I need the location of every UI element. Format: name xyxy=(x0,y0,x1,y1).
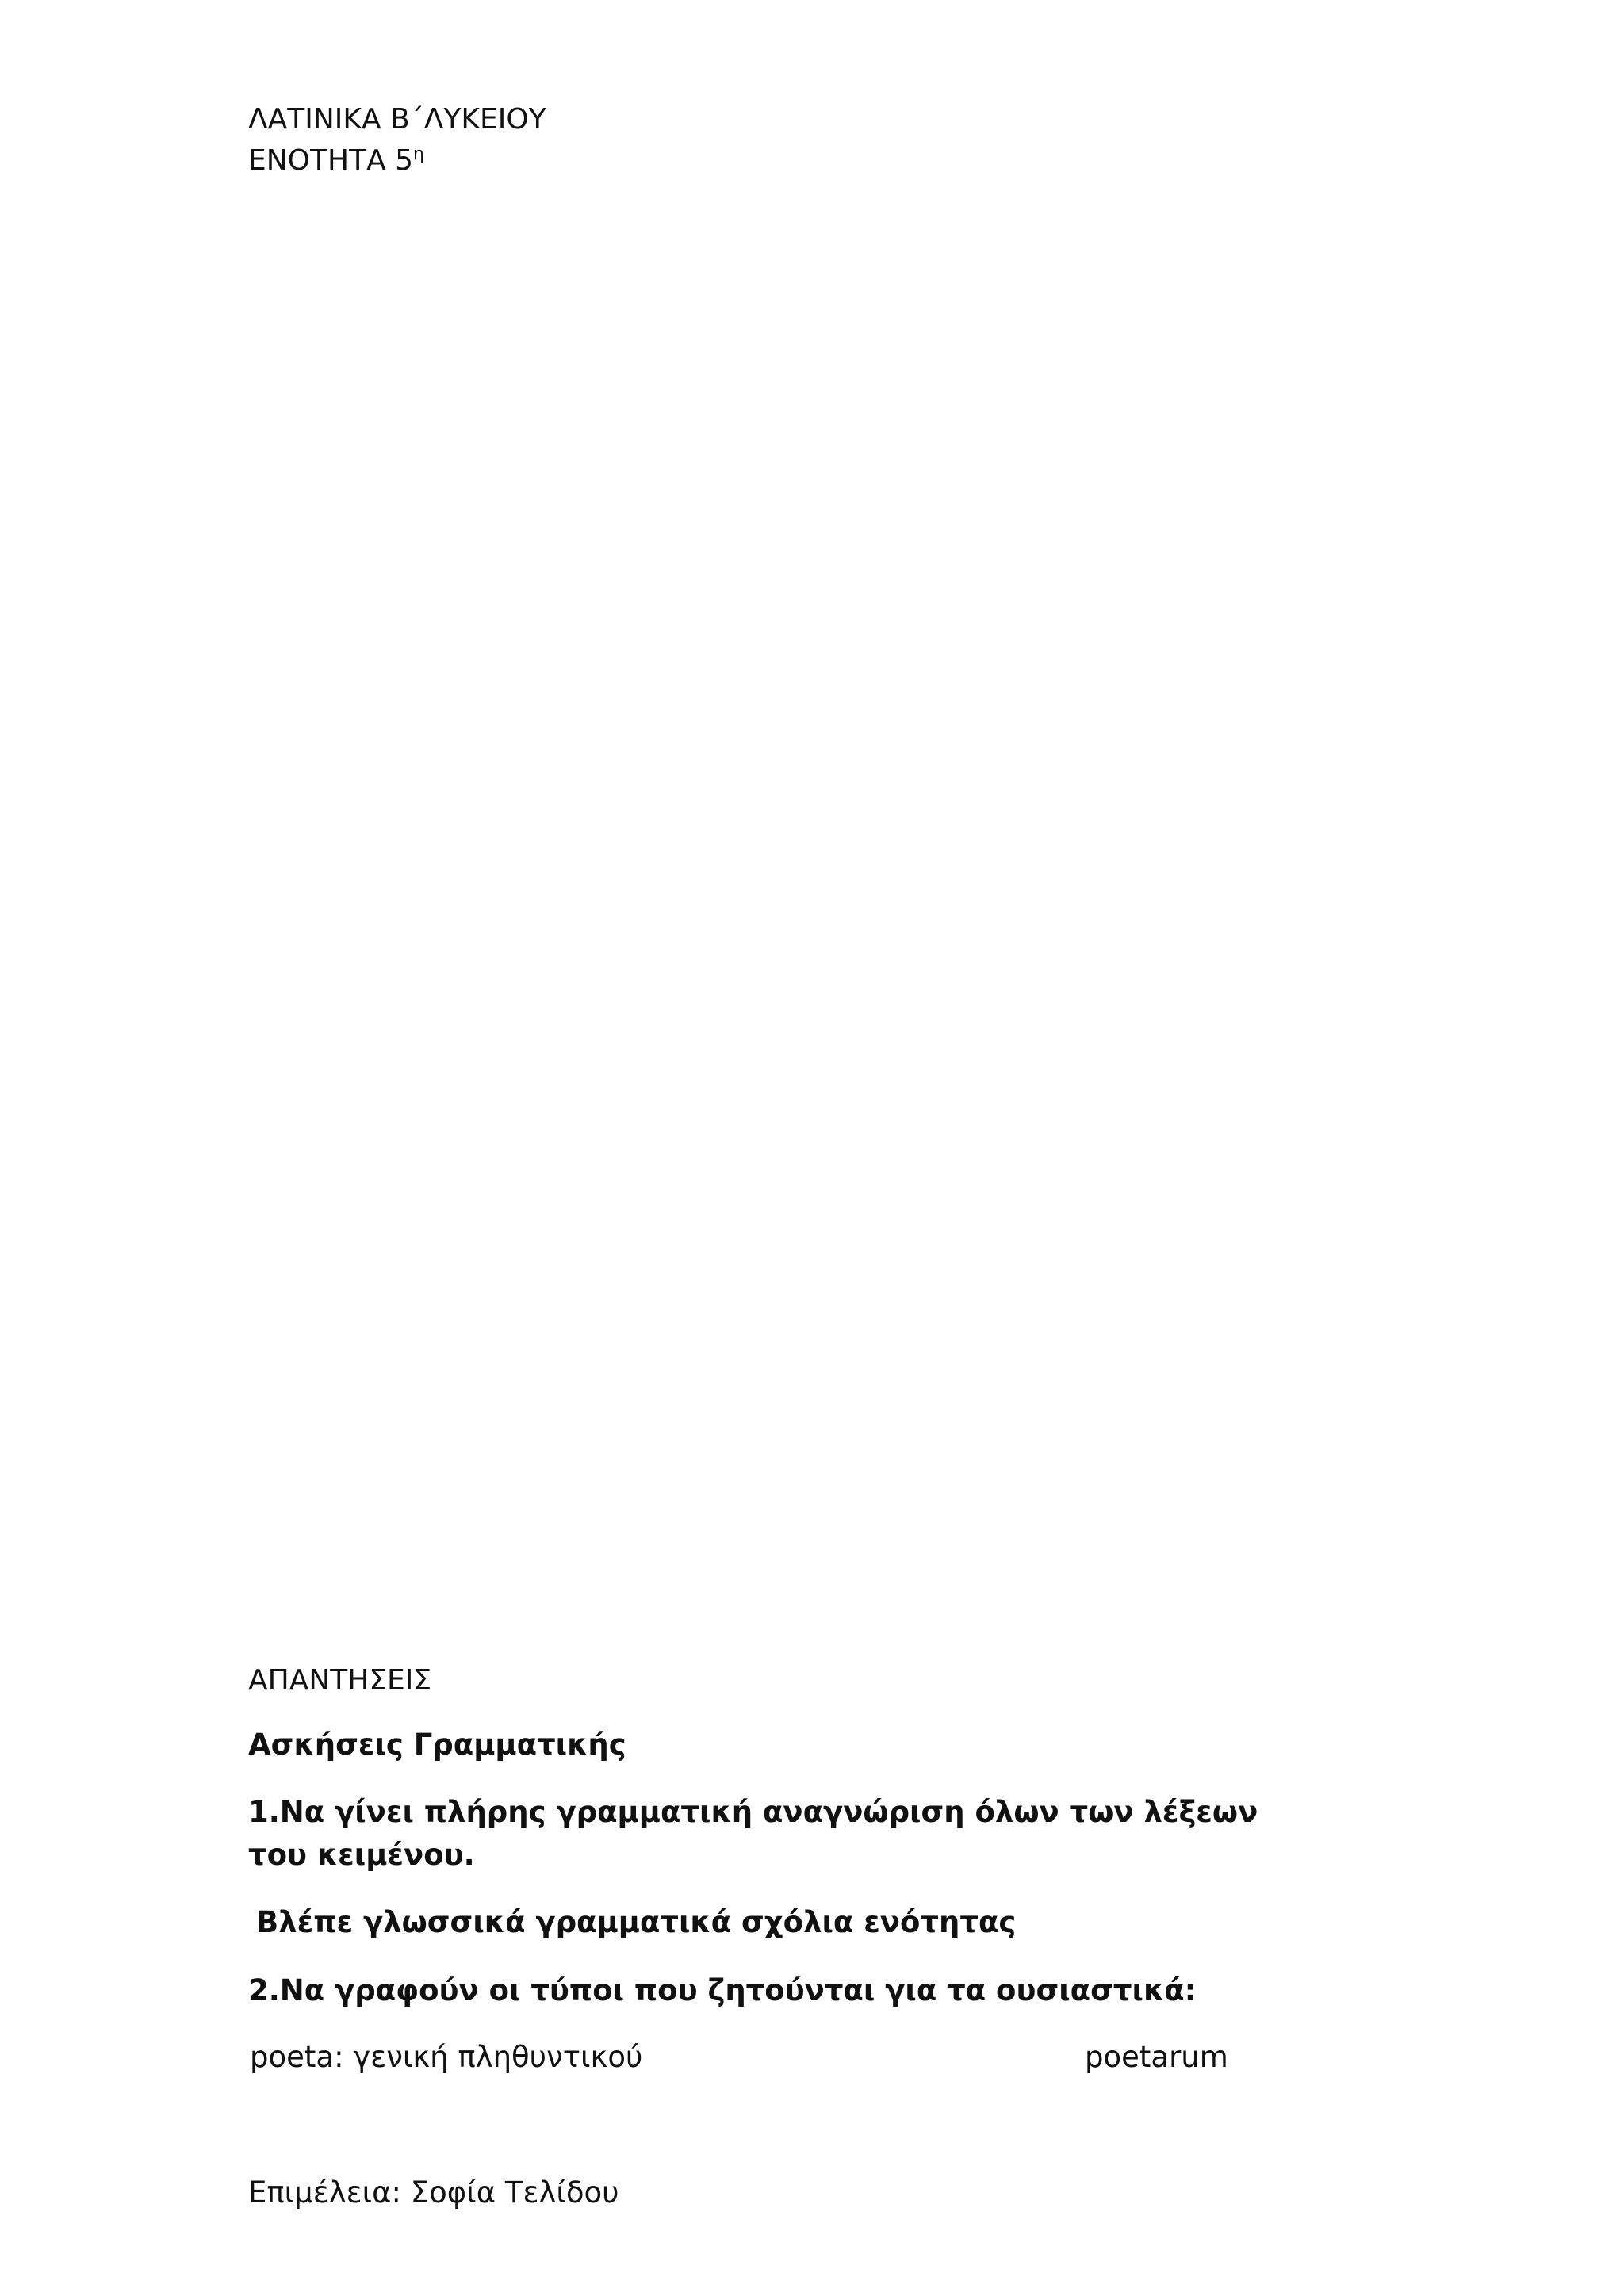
answer-row-answer: poetarum xyxy=(1085,2040,1228,2074)
question-1-note: Βλέπε γλωσσικά γραμματικά σχόλια ενότητας xyxy=(256,1905,1017,1939)
unit-title-main: ΕΝΟΤΗΤΑ 5 xyxy=(248,144,414,177)
question-2: 2.Να γραφούν οι τύποι που ζητούνται για τα ουσιαστικά: xyxy=(248,1973,1197,2007)
answers-heading: ΑΠΑΝΤΗΣΕΙΣ xyxy=(248,1664,432,1697)
document-header xyxy=(248,99,546,182)
answer-row-prompt: poeta: γενική πληθυντικού xyxy=(250,2040,643,2074)
grammar-exercises-heading: Ασκήσεις Γραμματικής xyxy=(248,1728,626,1762)
course-title: ΛΑΤΙΝΙΚΑ Β΄ΛΥΚΕΙΟΥ xyxy=(248,103,546,136)
unit-title xyxy=(248,140,546,182)
answers-section xyxy=(248,1661,1398,2080)
question-1: 1.Να γίνει πλήρης γραμματική αναγνώριση όλων των λέξεων του κειμένου. xyxy=(248,1795,1258,1872)
answer-row xyxy=(248,2035,1398,2080)
footer-credit: Επιμέλεια: Σοφία Τελίδου xyxy=(248,2175,619,2210)
unit-title-superscript: η xyxy=(413,144,424,164)
